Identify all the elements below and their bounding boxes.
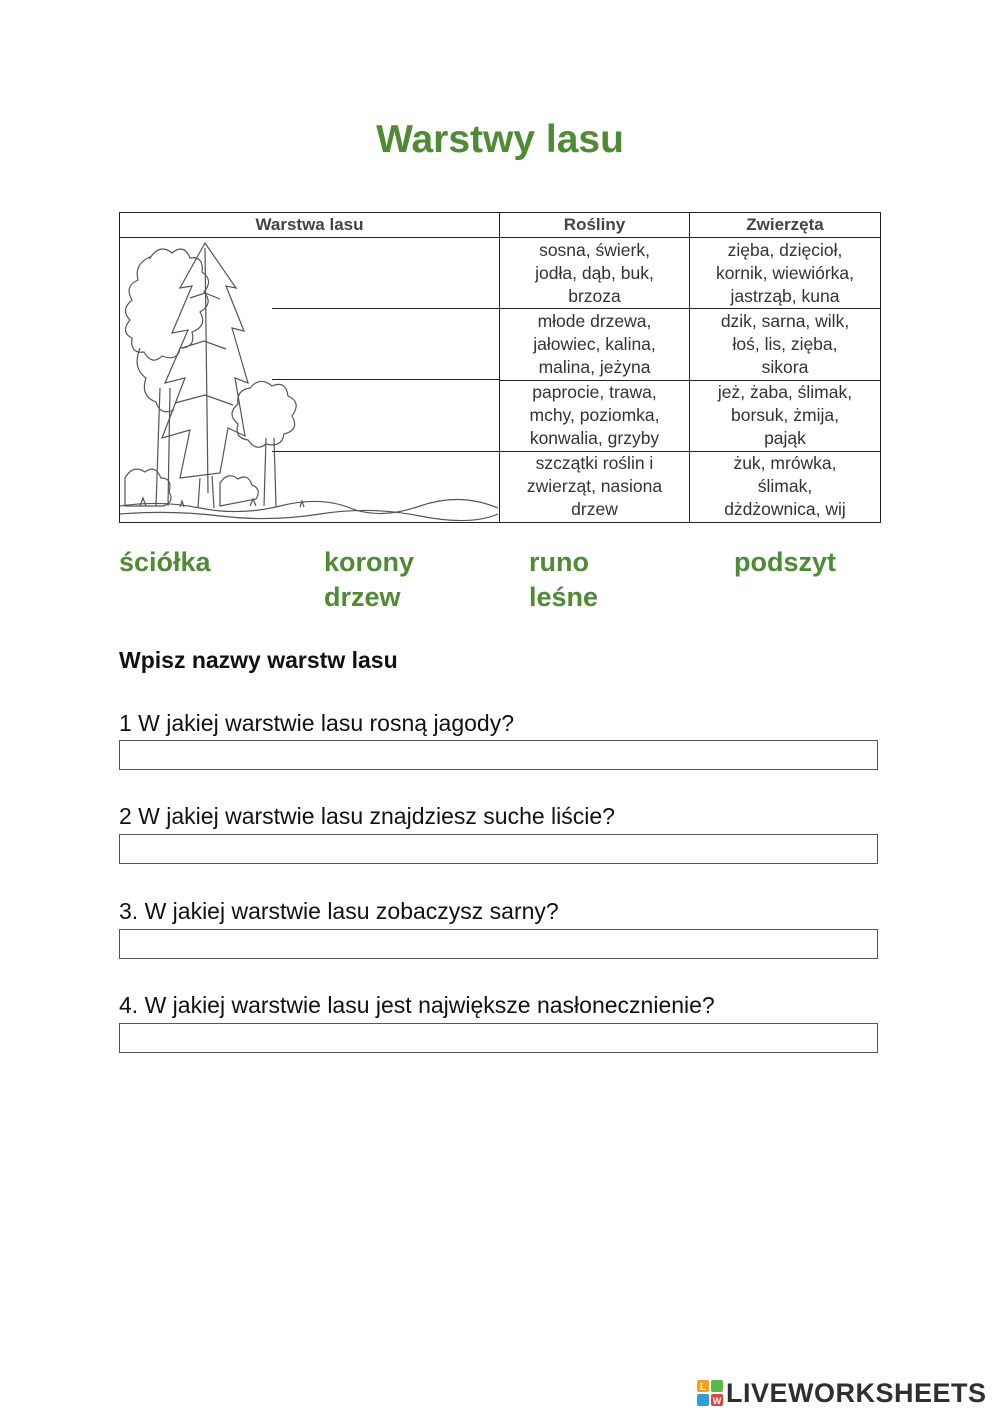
word-line: podszyt [734, 547, 837, 577]
forest-layers-table [119, 212, 881, 523]
animals-cell [690, 380, 881, 451]
animals-cell [690, 451, 881, 522]
word-line: leśne [529, 582, 599, 612]
cell-line: szczątki roślin i [535, 453, 654, 474]
cell-line: ślimak, [757, 476, 813, 497]
word-line: ściółka [119, 547, 211, 577]
cell-line: jastrząb, kuna [730, 285, 840, 306]
word-bank-item-podszyt[interactable] [734, 545, 836, 580]
cell-line: konwalia, grzyby [529, 428, 660, 449]
answer-1-input[interactable] [119, 740, 878, 770]
plants-cell [500, 238, 690, 309]
cell-line: dżdżownica, wij [724, 499, 846, 520]
word-bank-item-korony-drzew[interactable] [324, 545, 414, 615]
cell-line: pająk [764, 428, 806, 449]
header-plants: Rośliny [500, 213, 690, 238]
cell-line: łoś, lis, zięba, [732, 333, 838, 354]
table-row [120, 238, 881, 309]
table-header-row [120, 213, 881, 238]
plants-cell [500, 309, 690, 380]
word-line: drzew [324, 582, 401, 612]
logo-letter: L [699, 1382, 707, 1393]
question-3-text: 3. W jakiej warstwie lasu zobaczysz sarny? [119, 898, 559, 924]
liveworksheets-brand[interactable] [697, 1378, 987, 1408]
cell-line: młode drzewa, [537, 310, 652, 331]
cell-line: zięba, dzięcioł, [727, 239, 843, 260]
cell-line: zwierząt, nasiona [526, 476, 663, 497]
forest-illustration-cell [120, 238, 500, 523]
cell-line: paprocie, trawa, [532, 382, 657, 403]
question-1-text: 1 W jakiej warstwie lasu rosną jagody? [119, 710, 515, 736]
plants-cell [500, 380, 690, 451]
answer-2-input[interactable] [119, 834, 878, 864]
liveworksheets-logo-icon [697, 1380, 723, 1406]
question-4-text: 4. W jakiej warstwie lasu jest największe nasłonecznienie? [119, 992, 715, 1018]
layer-line-2 [272, 379, 499, 380]
layer-line-1 [272, 308, 499, 309]
cell-line: brzoza [568, 285, 621, 306]
cell-line: sosna, świerk, [539, 239, 650, 260]
question-2-text: 2 W jakiej warstwie lasu znajdziesz suche liście? [119, 803, 615, 829]
animals-cell [690, 238, 881, 309]
plants-cell [500, 451, 690, 522]
cell-line: kornik, wiewiórka, [715, 262, 855, 283]
header-layer: Warstwa lasu [120, 213, 500, 238]
answer-4-input[interactable] [119, 1023, 878, 1053]
brand-name: LIVEWORKSHEETS [726, 1377, 987, 1408]
cell-line: jodła, dąb, buk, [535, 262, 654, 283]
answer-3-input[interactable] [119, 929, 878, 959]
forest-layers-illustration [120, 238, 498, 523]
page-title: Warstwy lasu [376, 118, 624, 161]
cell-line: borsuk, żmija, [731, 405, 839, 426]
layer-line-3 [272, 451, 499, 452]
cell-line: mchy, poziomka, [529, 405, 660, 426]
word-line: runo [529, 547, 589, 577]
cell-line: jeż, żaba, ślimak, [717, 382, 853, 403]
cell-line: malina, jeżyna [538, 356, 651, 377]
cell-line: sikora [761, 356, 809, 377]
animals-cell [690, 309, 881, 380]
word-bank-item-sciolka[interactable] [119, 545, 211, 580]
logo-letter: W [712, 1396, 722, 1406]
cell-line: jałowiec, kalina, [533, 333, 656, 354]
header-animals: Zwierzęta [690, 213, 881, 238]
instruction-heading: Wpisz nazwy warstw lasu [119, 647, 398, 673]
word-bank-item-runo-lesne[interactable] [529, 545, 598, 615]
cell-line: dzik, sarna, wilk, [720, 310, 850, 331]
cell-line: żuk, mrówka, [733, 453, 837, 474]
word-line: korony [324, 547, 415, 577]
cell-line: drzew [571, 499, 618, 520]
